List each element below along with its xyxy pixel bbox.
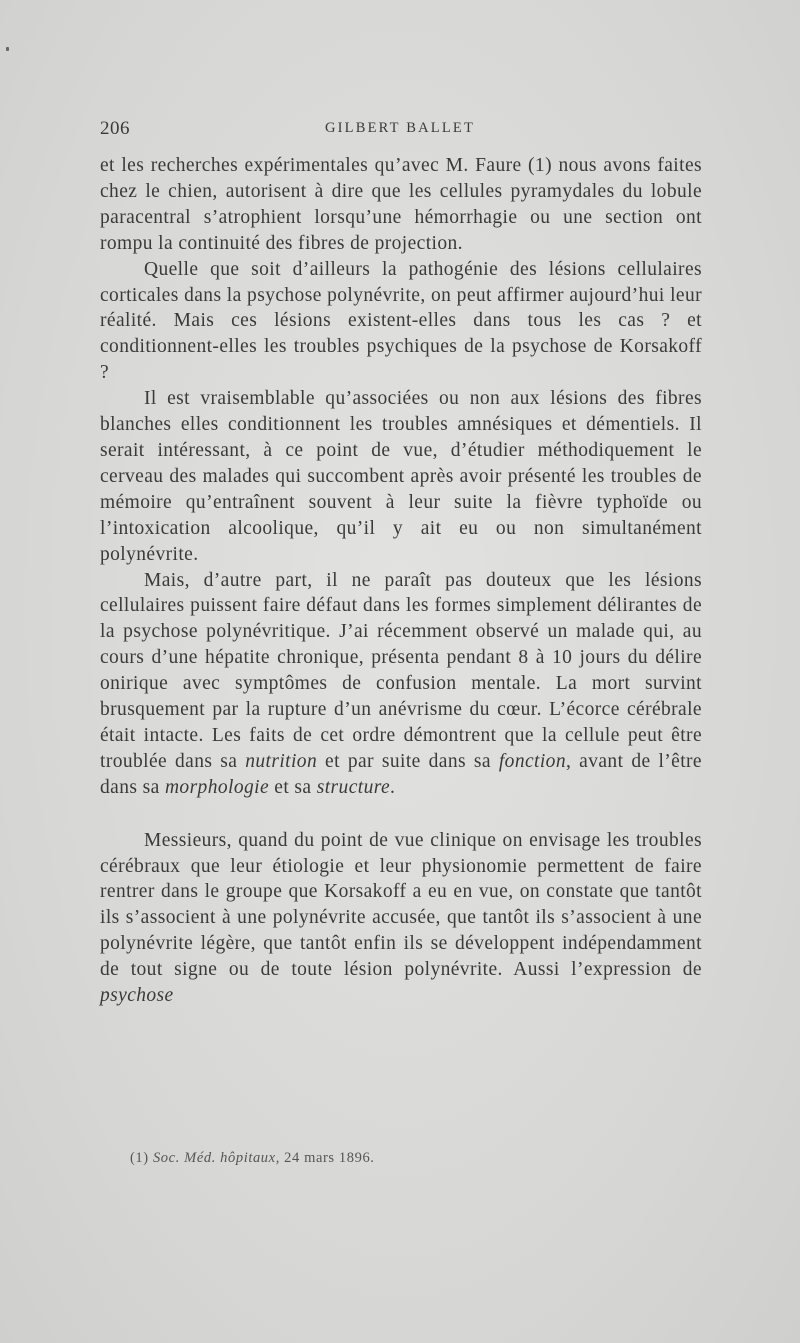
paragraph-5-text: Messieurs, quand du point de vue clinique on envisage les troubles cérébraux que leur étiologie et leur physionomie permettent de faire rentrer dans le groupe que Korsakoff a eu en vue, on constate que tantôt ils s’associent à une polynévrite accusée, que tantôt ils s’associent à une polynévrite légère, que tantôt enfin ils se développent indépendamment de tout signe ou de toute lésion polynévrite. Aussi l’expression de <box>100 829 702 981</box>
footnote-source: Soc. Méd. hôpitaux, <box>152 1150 280 1166</box>
page-number: 206 <box>100 118 130 139</box>
paragraph-4-text-1: Mais, d’autre part, il ne paraît pas douteux que les lésions cellulaires puissent faire défaut dans les formes simplement délirantes de la psychose polynévritique. J’ai récemment observé un malade qui, au cours d’une hépatite chronique, présenta pendant 8 à 10 jours du délire onirique avec symptômes de confusion mentale. La mort survint brusquement par la rupture d’un anévrisme du cœur. L’écorce cérébrale était intacte. Les faits de cet ordre démontrent que la cellule peut être troublée dans sa <box>100 569 702 772</box>
italic-morphologie: morphologie <box>164 776 269 798</box>
italic-structure: structure <box>316 776 391 798</box>
paragraph-4-text-5: . <box>390 776 396 798</box>
paragraph-1: et les recherches expérimentales qu’avec M. Faure (1) nous avons faites chez le chien, autorisent à dire que les cellules pyramydales du lobule paracentral s’atrophient lorsqu’une hémorrhagie ou une section ont rompu la continuité des fibres de projection. <box>100 155 702 254</box>
footnote-date: 24 mars 1896. <box>284 1150 375 1166</box>
page-header <box>100 118 700 142</box>
italic-fonction: fonction <box>498 750 566 772</box>
running-head: GILBERT BALLET <box>324 120 476 136</box>
paragraph-4-text-2: et par suite dans sa <box>317 750 499 772</box>
paper-speck <box>6 47 9 51</box>
paragraph-2: Quelle que soit d’ailleurs la pathogénie des lésions cellulaires corticales dans la psychose polynévrite, on peut affirmer aujourd’hui leur réalité. Mais ces lésions existent-elles dans tous les cas ? et conditionnent-elles les troubles psychiques de la psychose de Korsakoff ? <box>100 258 702 384</box>
italic-nutrition: nutrition <box>245 750 318 772</box>
paragraph-4-text-3: , avant de l’être dans sa <box>100 750 702 798</box>
paragraph-4 <box>100 568 702 801</box>
body-text <box>100 153 702 1009</box>
footnote <box>130 1150 690 1167</box>
italic-psychose: psychose <box>100 985 174 1007</box>
paragraph-5 <box>100 828 702 1009</box>
paragraph-3: Il est vraisemblable qu’associées ou non aux lésions des fibres blanches elles conditionnent les troubles amnésiques et démentiels. Il serait intéressant, à ce point de vue, d’étudier méthodiquement le cerveau des malades qui succombent après avoir présenté les troubles de mémoire qu’entraînent souvent à leur suite la fièvre typhoïde ou l’intoxication alcoolique, qu’il y ait eu ou non simultanément polynévrite. <box>100 388 702 565</box>
footnote-marker: (1) <box>130 1150 149 1166</box>
paragraph-4-text-4: et sa <box>269 776 317 798</box>
